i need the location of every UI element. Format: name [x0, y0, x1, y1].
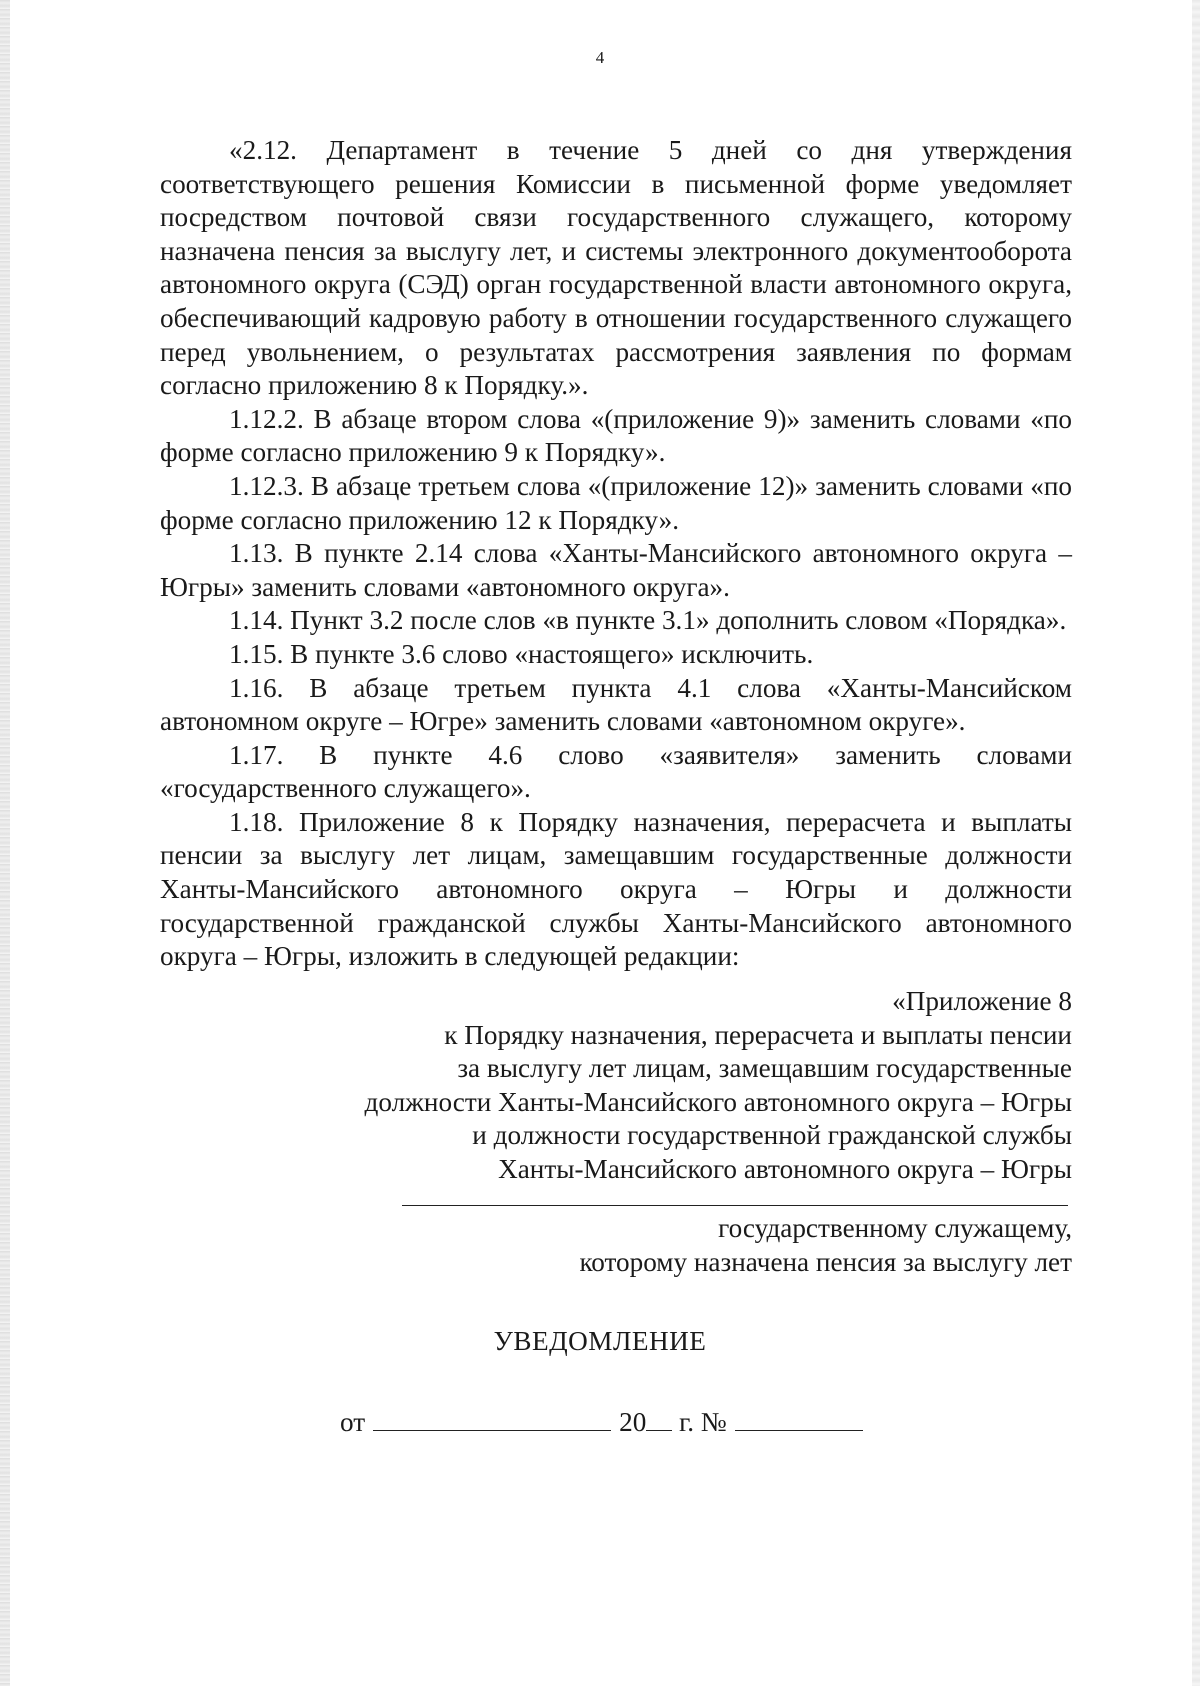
document-body [160, 134, 1072, 974]
appendix-line: «Приложение 8 [892, 986, 1072, 1016]
appendix-header [272, 985, 1072, 1187]
paragraph-1-16: 1.16. В абзаце третьем пункта 4.1 слова «Ханты-Мансийском автономном округе – Югре» заменить словами «автономном округе». [160, 672, 1072, 737]
appendix-line: должности Ханты-Мансийского автономного округа – Югры [364, 1086, 1072, 1117]
appendix-line: Ханты-Мансийского автономного округа – Югры [498, 1153, 1072, 1184]
paragraph-1-13: 1.13. В пункте 2.14 слова «Ханты-Мансийского автономного округа – Югры» заменить словами «автономного округа». [160, 538, 1072, 602]
recipient-line-1: государственному служащему, [718, 1213, 1072, 1243]
paragraph-1-18: 1.18. Приложение 8 к Порядку назначения, перерасчета и выплаты пенсии за выслугу лет лицам, замещавшим государственные должности Ханты-Мансийского автономного округа – Югры и должности государственной гражданской службы Ханты-Мансийского автономного округа – Югры, изложить в следующей редакции: [160, 806, 1072, 972]
appendix-line: за выслугу лет лицам, замещавшим государственные [457, 1053, 1072, 1084]
recipient-blank-line [402, 1205, 1068, 1206]
recipient-line-2: которому назначена пенсия за выслугу лет [579, 1246, 1072, 1277]
year-blank [646, 1406, 672, 1431]
paragraph-1-12-3: 1.12.3. В абзаце третьем слова «(приложение 12)» заменить словами «по форме согласно приложению 12 к Порядку». [160, 470, 1072, 535]
paragraph-1-17: 1.17. В пункте 4.6 слово «заявителя» заменить словами «государственного служащего». [160, 739, 1072, 804]
year-prefix: 20 [619, 1407, 647, 1437]
appendix-line: к Порядку назначения, перерасчета и выплаты пенсии [444, 1019, 1072, 1050]
paragraph-2-12: «2.12. Департамент в течение 5 дней со дня утверждения соответствующего решения Комиссии в письменной форме уведомляет посредством почтовой связи государственного служащего, которому назначена пенсия за выслугу лет, и системы электронного документооборота автономного округа (СЭД) орган государственной власти автономного округа, обеспечивающий кадровую работу в отношении государственного служащего перед увольнением, о результатах рассмотрения заявления по формам согласно приложению 8 к Порядку.». [160, 135, 1072, 401]
number-blank [735, 1406, 863, 1431]
notice-title: УВЕДОМЛЕНИЕ [493, 1326, 707, 1356]
notice-date-line [340, 1406, 863, 1438]
date-prefix: от [340, 1407, 366, 1437]
appendix-line: и должности государственной гражданской службы [472, 1120, 1072, 1151]
scan-edge-left [0, 0, 10, 1686]
scan-edge-right [1192, 0, 1200, 1686]
paragraph-1-12-2: 1.12.2. В абзаце втором слова «(приложение 9)» заменить словами «по форме согласно приложению 9 к Порядку». [160, 403, 1072, 468]
date-blank [373, 1406, 611, 1431]
year-suffix: г. № [679, 1407, 727, 1437]
paragraph-1-15: 1.15. В пункте 3.6 слово «настоящего» исключить. [229, 638, 814, 669]
recipient-block [372, 1212, 1072, 1279]
page-number: 4 [595, 48, 605, 67]
paragraph-1-14: 1.14. Пункт 3.2 после слов «в пункте 3.1» дополнить словом «Порядка». [229, 605, 1067, 636]
